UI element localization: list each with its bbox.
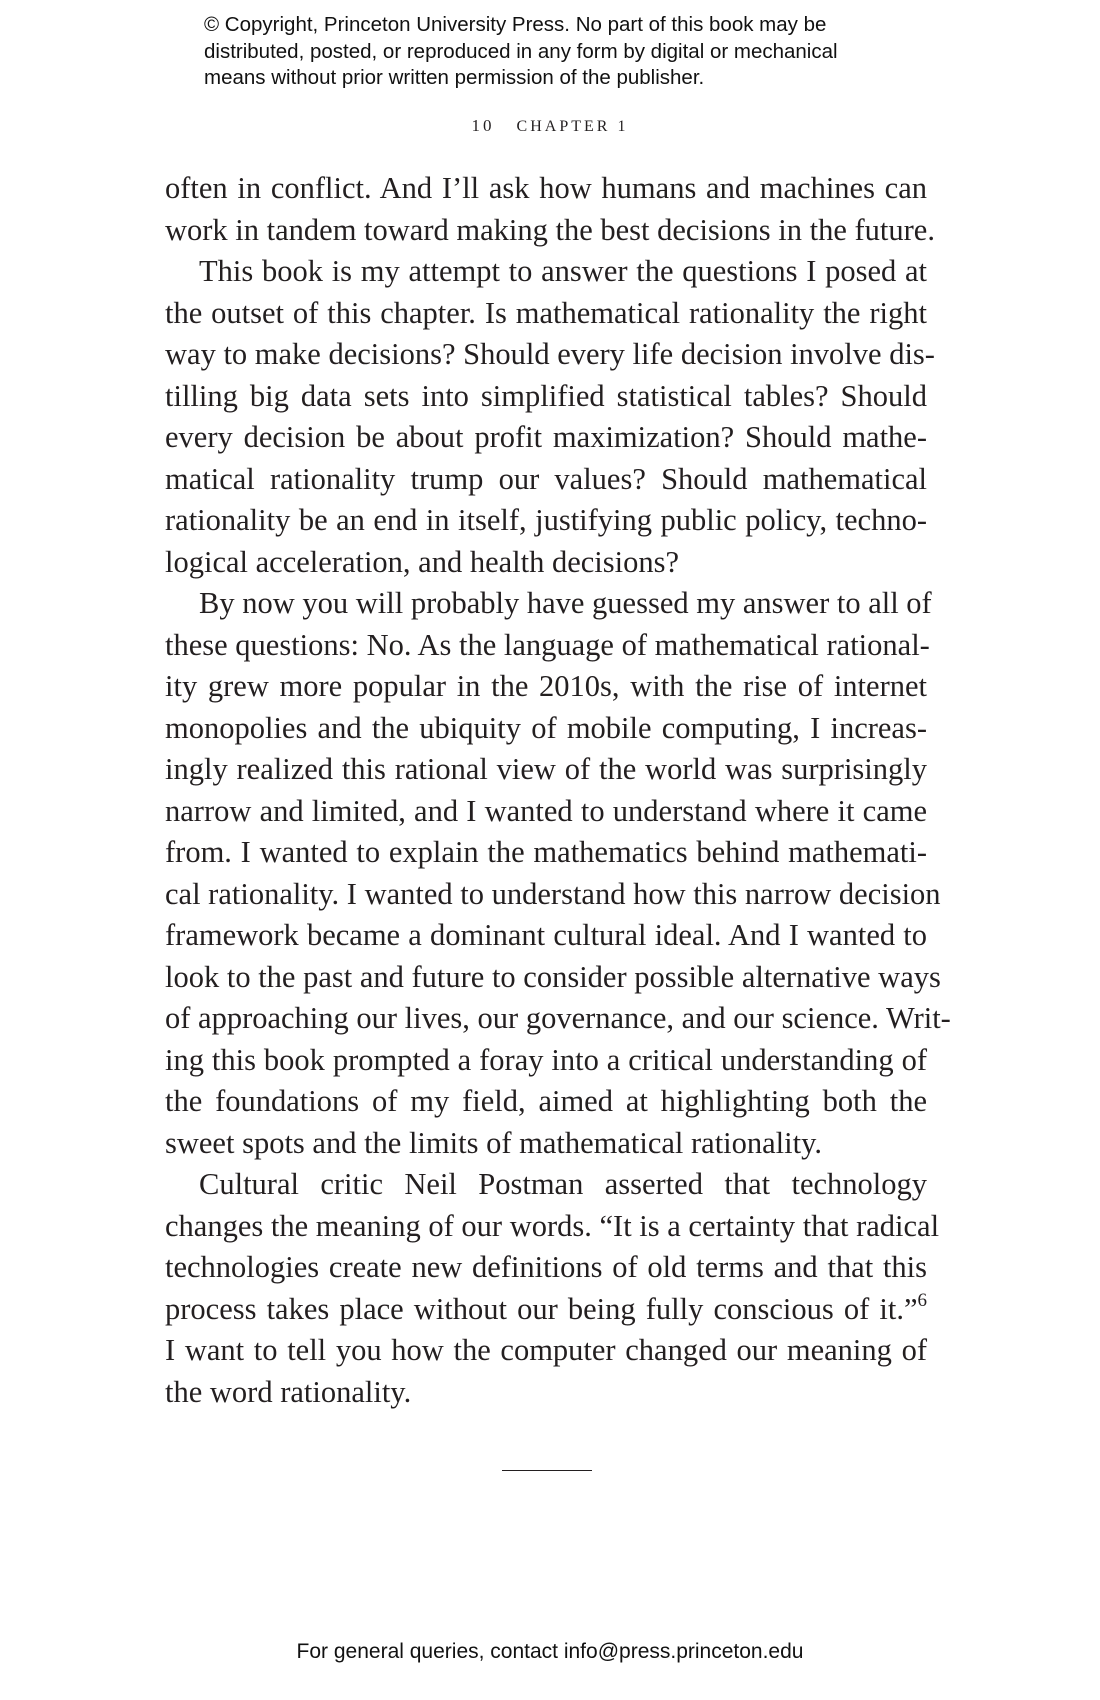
text-line: changes the meaning of our words. “It is a certainty that radical (165, 1208, 940, 1243)
text-line: look to the past and future to consider possible alternative ways (165, 959, 941, 994)
text-line: framework became a dominant cultural ideal. And I wanted to (165, 918, 927, 952)
text-line: from. I wanted to explain the mathematics behind mathemati- (165, 835, 927, 869)
text-line: matical rationality trump our values? Should mathematical (165, 461, 927, 496)
text-line: the foundations of my field, aimed at highlighting both the (165, 1084, 927, 1118)
text-line: the outset of this chapter. Is mathematical rationality the right (165, 295, 927, 330)
text-line-with-note (165, 1289, 927, 1331)
text-line: logical acceleration, and health decisions? (165, 544, 680, 579)
text-line: I want to tell you how the computer changed our meaning of (165, 1333, 927, 1367)
text-line: these questions: No. As the language of mathematical rational- (165, 627, 930, 662)
text-line: process takes place without our being fully conscious of it.” (165, 1291, 918, 1326)
chapter-label: CHAPTER 1 (516, 118, 629, 135)
footnote-marker[interactable]: 6 (917, 1289, 927, 1311)
text-line: tilling big data sets into simplified statistical tables? Should (165, 378, 927, 413)
text-line: work in tandem toward making the best decisions in the future. (165, 212, 935, 247)
text-line: of approaching our lives, our governance, and our science. Writ- (165, 1001, 951, 1035)
text-line: By now you will probably have guessed my answer to all of (199, 586, 932, 620)
copyright-line: means without prior written permission of the publisher. (204, 66, 705, 89)
footer-contact: For general queries, contact info@press.princeton.edu (296, 1640, 804, 1663)
text-line: way to make decisions? Should every life decision involve dis- (165, 337, 935, 371)
copyright-notice (204, 12, 924, 92)
text-line: Cultural critic Neil Postman asserted that technology (199, 1167, 927, 1201)
text-line: rationality be an end in itself, justifying public policy, techno- (165, 503, 927, 537)
text-line: cal rationality. I wanted to understand how this narrow decision (165, 876, 941, 911)
text-line: ing this book prompted a foray into a critical understanding of (165, 1042, 927, 1077)
copyright-line: © Copyright, Princeton University Press. No part of this book may be (204, 13, 827, 36)
text-line: ingly realized this rational view of the world was surprisingly (165, 752, 927, 786)
text-line: ity grew more popular in the 2010s, with the rise of internet (165, 669, 927, 703)
text-line: This book is my attempt to answer the questions I posed at (199, 254, 927, 288)
text-line: technologies create new definitions of old terms and that this (165, 1250, 927, 1284)
text-line: every decision be about profit maximization? Should mathe- (165, 420, 927, 454)
page-number: 10 (471, 116, 495, 135)
copyright-line: distributed, posted, or reproduced in any form by digital or mechanical (204, 39, 838, 63)
section-divider (502, 1470, 592, 1471)
running-head (0, 116, 1100, 136)
text-line: the word rationality. (165, 1374, 412, 1409)
text-line: often in conflict. And I’ll ask how humans and machines can (165, 171, 927, 205)
body-text (165, 168, 951, 1413)
text-line: sweet spots and the limits of mathematical rationality. (165, 1125, 823, 1160)
text-line: monopolies and the ubiquity of mobile computing, I increas- (165, 710, 927, 745)
text-line: narrow and limited, and I wanted to understand where it came (165, 793, 927, 828)
